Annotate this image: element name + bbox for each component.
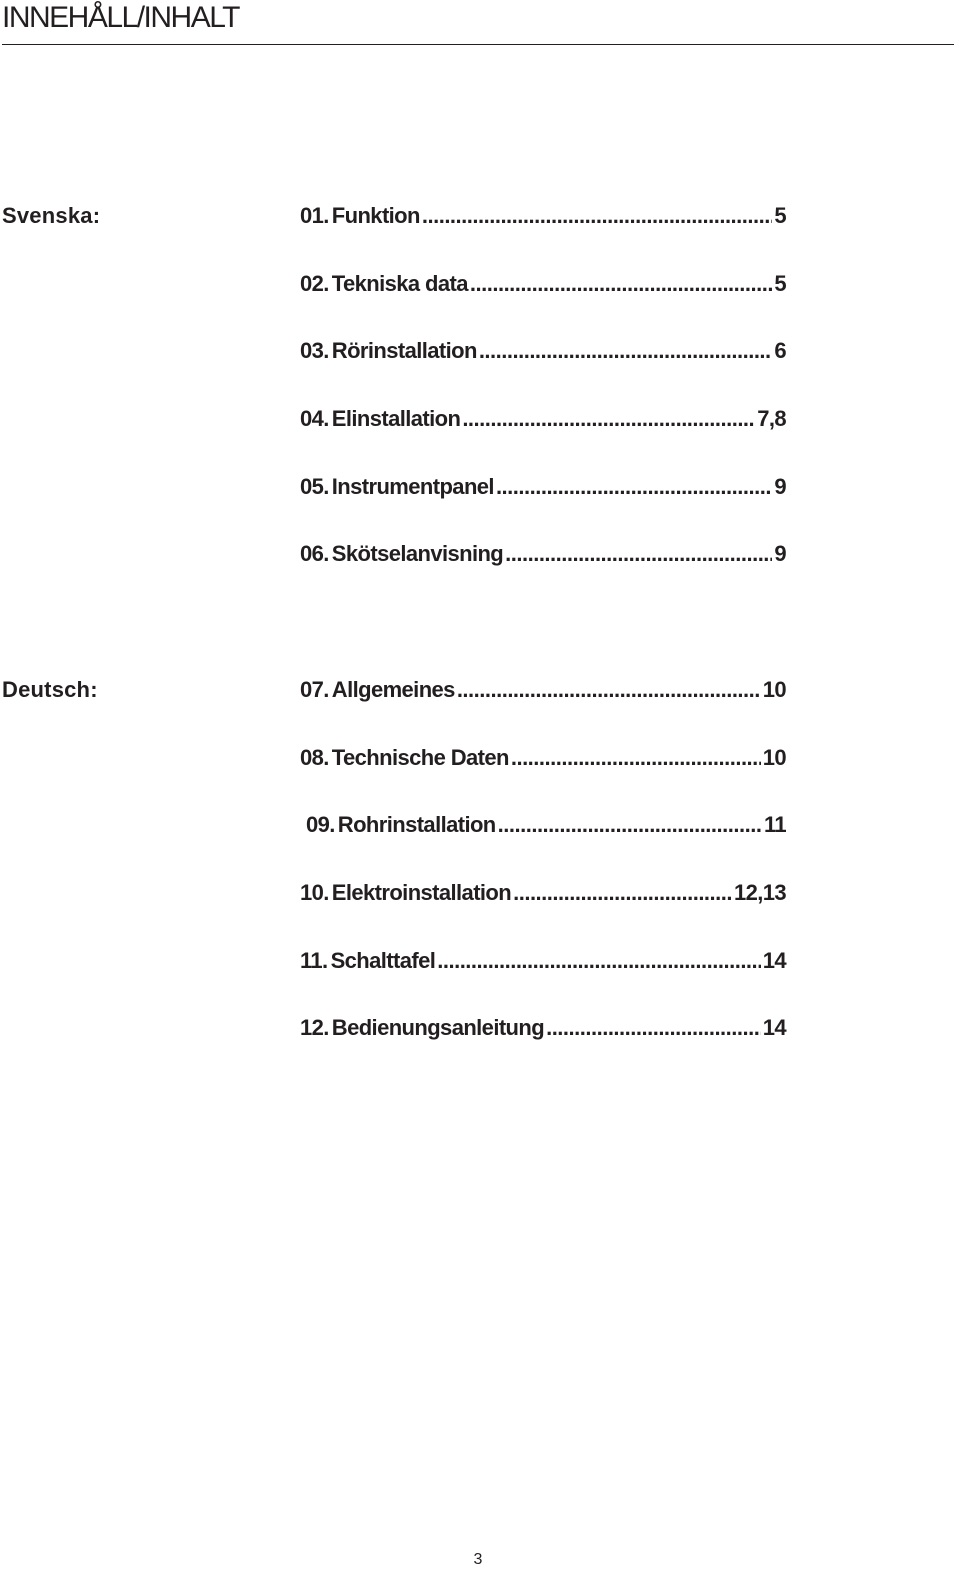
toc-dot-leader: [479, 336, 773, 366]
title-divider: [2, 44, 954, 45]
toc-entry-page: 10: [762, 745, 786, 770]
toc-entry-title: Technische Daten: [331, 745, 509, 770]
toc-entry-number: 08.: [300, 745, 329, 770]
toc-entry-rorinstallation[interactable]: [300, 336, 786, 366]
toc-entry-allgemeines[interactable]: [300, 675, 786, 705]
toc-entry-number: 07.: [300, 677, 329, 702]
toc-entry-title: Elektroinstallation: [331, 880, 512, 905]
toc-dot-leader: [546, 1013, 761, 1043]
toc-entry-elektroinstallation[interactable]: [300, 878, 786, 908]
toc-entry-number: 04.: [300, 406, 329, 431]
toc-entry-instrumentpanel[interactable]: [300, 472, 786, 502]
section-label-svenska: Svenska:: [2, 203, 101, 228]
toc-entry-title: Bedienungsanleitung: [331, 1015, 545, 1040]
toc-entry-page: 14: [762, 1015, 786, 1040]
toc-entry-title: Schalttafel: [330, 948, 436, 973]
toc-entry-title: Instrumentpanel: [331, 474, 494, 499]
page-number: 3: [473, 1551, 483, 1568]
toc-entry-page: 9: [774, 474, 786, 499]
toc-entry-number: 01.: [300, 203, 329, 228]
toc-entry-skotselanvisning[interactable]: [300, 539, 786, 569]
toc-entry-number: 06.: [300, 541, 329, 566]
toc-dot-leader: [505, 539, 772, 569]
toc-entry-title: Elinstallation: [331, 406, 461, 431]
toc-entry-number: 11.: [300, 948, 328, 973]
toc-entry-title: Tekniska data: [331, 271, 468, 296]
toc-dot-leader: [496, 472, 772, 502]
toc-entry-elinstallation[interactable]: [300, 404, 786, 434]
toc-entry-title: Rohrinstallation: [337, 812, 496, 837]
toc-entry-page: 10: [762, 677, 786, 702]
toc-dot-leader: [511, 743, 761, 773]
toc-entry-number: 09.: [306, 812, 335, 837]
page-title: INNEHÅLL/INHALT: [2, 1, 240, 34]
toc-entry-number: 05.: [300, 474, 329, 499]
toc-entry-number: 03.: [300, 338, 329, 363]
toc-entry-title: Rörinstallation: [331, 338, 477, 363]
toc-entry-page: 14: [762, 948, 786, 973]
toc-dot-leader: [437, 946, 760, 976]
toc-dot-leader: [462, 404, 755, 434]
toc-entry-page: 5: [774, 271, 786, 296]
toc-dot-leader: [513, 878, 732, 908]
toc-entry-rohrinstallation[interactable]: [306, 810, 786, 840]
toc-entry-title: Skötselanvisning: [331, 541, 504, 566]
section-label-deutsch: Deutsch:: [2, 677, 98, 702]
toc-entry-page: 12,13: [733, 880, 786, 905]
toc-entry-title: Allgemeines: [331, 677, 455, 702]
toc-dot-leader: [470, 269, 772, 299]
toc-entry-page: 11: [763, 812, 786, 837]
toc-entry-tekniska-data[interactable]: [300, 269, 786, 299]
toc-entry-page: 9: [774, 541, 786, 566]
toc-entry-number: 12.: [300, 1015, 329, 1040]
toc-entry-page: 6: [774, 338, 786, 363]
toc-dot-leader: [457, 675, 761, 705]
toc-entry-number: 02.: [300, 271, 329, 296]
toc-entry-technische-daten[interactable]: [300, 743, 786, 773]
toc-entry-title: Funktion: [331, 203, 420, 228]
toc-entry-page: 5: [774, 203, 786, 228]
toc-dot-leader: [498, 810, 762, 840]
toc-entry-funktion[interactable]: [300, 201, 786, 231]
toc-entry-bedienungsanleitung[interactable]: [300, 1013, 786, 1043]
toc-entry-page: 7,8: [757, 406, 786, 431]
toc-dot-leader: [422, 201, 772, 231]
toc-entry-schalttafel[interactable]: [300, 946, 786, 976]
toc-entry-number: 10.: [300, 880, 329, 905]
